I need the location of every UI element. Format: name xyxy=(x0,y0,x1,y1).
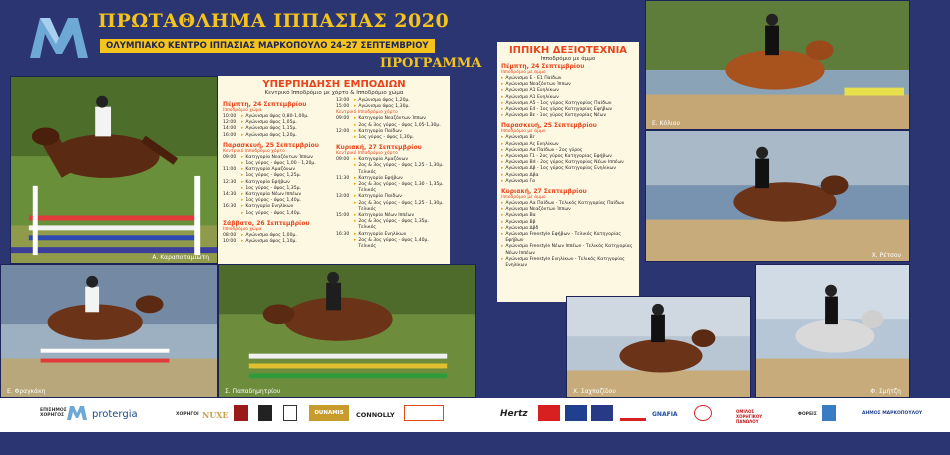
schedule-day-heading: Παρασκευή, 25 Σεπτεμβρίου xyxy=(223,141,319,149)
schedule-time: 16:00 xyxy=(223,132,237,138)
photo-jumping-3 xyxy=(218,264,476,398)
official-sponsor-label: ΕΠΙΣΗΜΟΣ ΧΟΡΗΓΟΣ xyxy=(40,408,67,418)
photo-dressage-2-image xyxy=(646,131,909,261)
dressage-column xyxy=(501,60,637,269)
schedule-venue-label: Ιπποδρόμιο με άμμο xyxy=(501,195,546,201)
schedule-row xyxy=(501,244,637,256)
jumping-column-1 xyxy=(223,98,335,245)
schedule-time: 09:00 xyxy=(223,154,237,160)
schedule-venue-label: Ιπποδρόμιο με άμμο xyxy=(501,70,546,75)
schedule-event: Αγώνισμα όψος 1,20μ. xyxy=(358,98,410,103)
arrow-right-icon: ▸ xyxy=(501,178,504,184)
arrow-right-icon: ▸ xyxy=(241,192,244,198)
schedule-time: 16:30 xyxy=(336,231,350,237)
schedule-event: Αγώνισμα όψος 1,10μ. xyxy=(245,239,297,245)
schedule-venue-label: Ιπποδρόμιο χώμα xyxy=(223,108,262,113)
arrow-right-icon: ▸ xyxy=(354,128,357,134)
sponsors-label: ΧΟΡΗΓΟΙ xyxy=(176,412,199,417)
schedule-row xyxy=(223,239,335,245)
schedule-venue-label: Ιπποδρόμιο με άμμο xyxy=(501,129,546,135)
program-heading: ΠΡΟΓΡΑΜΜΑ xyxy=(380,56,482,71)
schedule-row xyxy=(223,211,335,217)
schedule-time: 15:00 xyxy=(336,104,350,110)
schedule-event: Αγώνισμα Αα Παίδων - Τελικός Κατηγορίας Παίδων xyxy=(505,201,625,207)
schedule-event: 2ος & 3ος γύρος - όψος 1,25 - 1,30μ. Τελικός xyxy=(358,200,444,212)
connolly-logo: CONNOLLY xyxy=(356,411,395,419)
arrow-right-icon: ▸ xyxy=(501,172,504,178)
photo-jumping-1 xyxy=(10,76,218,264)
arrow-right-icon: ▸ xyxy=(501,76,504,81)
schedule-event: Αγώνισμα Α5 - 1ος γύρος Κατηγορίας Παίδων xyxy=(505,100,612,106)
arrow-right-icon: ▸ xyxy=(354,163,357,169)
arrow-right-icon: ▸ xyxy=(241,204,244,210)
hellenic-sponsor-logo: ΟΜΙΛΟΣ ΧΟΡΗΓΙΚΟΥ ΠΑΝΩΛΟΥ xyxy=(736,409,763,424)
arrow-right-icon: ▸ xyxy=(501,100,504,106)
schedule-event: 1ος γύρος - όψος 1,40μ. xyxy=(245,210,301,216)
arrow-right-icon: ▸ xyxy=(354,104,357,110)
photo-jumping-2-image xyxy=(1,265,217,397)
schedule-event: Αγώνισμα όψος 1,15μ. xyxy=(245,126,297,132)
schedule-row xyxy=(336,238,448,250)
schedule-day-heading: Πέμπτη, 24 Σεπτεμβρίου xyxy=(501,63,585,70)
schedule-time: 12:30 xyxy=(223,179,237,185)
schedule-event: Κατηγορία Νεαζόντων Ίππων xyxy=(358,116,426,122)
arrow-right-icon: ▸ xyxy=(241,167,244,173)
page-title: ΠΡΩΤΑΘΛΗΜΑ ΙΠΠΑΣΙΑΣ 2020 xyxy=(98,10,450,32)
photo-caption: Χ. Ρέτσου xyxy=(871,252,901,259)
sponsor-logo-kappa xyxy=(620,405,646,421)
schedule-venue-label: Κεντρικό Ιπποδρόμιο χόρτο xyxy=(223,148,285,154)
schedule-time: 13:00 xyxy=(336,194,350,200)
schedule-event: Κατηγορία Νέων Ιππέων xyxy=(358,213,415,219)
schedule-event: 2ος & 3ος γύρος - όψος 1,30 - 1,35μ. Τελικός xyxy=(358,182,444,194)
arrow-right-icon: ▸ xyxy=(354,194,357,200)
schedule-event: Κατηγορία Ενηλίκων xyxy=(358,231,407,237)
arrow-right-icon: ▸ xyxy=(501,219,504,225)
arrow-right-icon: ▸ xyxy=(501,256,504,262)
schedule-event: Αγώνισμα όψος 1,20μ. xyxy=(245,132,297,138)
schedule-venue-label: Κεντρικό Ιπποδρόμιο χόρτο xyxy=(336,110,398,116)
schedule-row xyxy=(501,179,637,185)
schedule-event: Αγώνισμα Δβ - 1ος γύρος Κατηγορίας Ενηλίκων xyxy=(505,166,616,172)
arrow-right-icon: ▸ xyxy=(354,231,357,237)
sponsor-logo-navy xyxy=(591,405,613,421)
schedule-event: Αγώνισμα Δβα xyxy=(505,172,539,178)
arrow-right-icon: ▸ xyxy=(501,147,504,153)
arrow-right-icon: ▸ xyxy=(354,98,357,103)
arrow-right-icon: ▸ xyxy=(354,213,357,219)
arrow-right-icon: ▸ xyxy=(354,122,357,128)
arrow-right-icon: ▸ xyxy=(354,200,357,206)
photo-jumping-1-image xyxy=(11,77,217,263)
jumping-schedule-panel xyxy=(218,76,450,264)
schedule-event: Κατηγορία Αμαζόνων xyxy=(358,157,408,163)
schedule-time: 15:00 xyxy=(336,213,350,219)
arrow-right-icon: ▸ xyxy=(354,135,357,141)
arrow-right-icon: ▸ xyxy=(241,239,244,245)
schedule-time: 10:00 xyxy=(223,239,237,245)
arrow-right-icon: ▸ xyxy=(354,219,357,225)
schedule-time xyxy=(336,200,357,213)
schedule-time: 12:00 xyxy=(336,128,350,134)
venue-subtitle: ΟΛΥΜΠΙΑΚΟ ΚΕΝΤΡΟ ΙΠΠΑΣΙΑΣ ΜΑΡΚΟΠΟΥΛΟ 24-27 ΣΕΠΤΕΜΒΡΙΟΥ xyxy=(100,39,435,53)
photo-jumping-2 xyxy=(0,264,218,398)
schedule-event: Αγώνισμα Βd - 2ος γύρος Κατηγορίας Νέων Ιππέων xyxy=(505,160,624,166)
arrow-right-icon: ▸ xyxy=(501,207,504,213)
schedule-event: Αγώνισμα Γ1 - 2ος γύρος Κατηγορίας Εφήβων xyxy=(505,154,612,160)
schedule-row xyxy=(501,232,637,244)
schedule-time: 13:00 xyxy=(336,98,350,103)
arrow-right-icon: ▸ xyxy=(241,173,244,179)
arrow-right-icon: ▸ xyxy=(354,175,357,181)
schedule-event: Κατηγορία Αμαζόνων xyxy=(245,167,295,173)
arrow-right-icon: ▸ xyxy=(241,126,244,132)
schedule-event: Αγώνισμα Νεαζόντων Ίππων xyxy=(505,207,571,213)
arrow-right-icon: ▸ xyxy=(501,244,504,250)
photo-dressage-1 xyxy=(645,0,910,130)
schedule-event: 2ος & 3ος γύρος - όψος 1,40μ. Τελικός xyxy=(358,237,429,250)
schedule-event: Κατηγορία Ενηλίκων xyxy=(245,204,294,210)
arrow-right-icon: ▸ xyxy=(501,113,504,119)
schedule-day-heading: Κυριακή, 27 Σεπτεμβρίου xyxy=(336,144,422,152)
schedule-event: Αγώνισμα όψος 0,80-1,00μ. xyxy=(245,114,309,119)
photo-caption: Φ. Σμήτζη xyxy=(870,388,901,395)
sponsor-logo-red2 xyxy=(538,405,560,421)
arrow-right-icon: ▸ xyxy=(501,160,504,166)
federation-logo-small-icon xyxy=(66,405,88,421)
arrow-right-icon: ▸ xyxy=(501,141,504,147)
schedule-time: 11:00 xyxy=(223,167,237,173)
schedule-event: Αγώνισμα Βr xyxy=(505,135,535,141)
sponsor-logo-dark xyxy=(258,405,272,421)
sponsor-logo-blue xyxy=(565,405,587,421)
schedule-event: Κατηγορία Παίδων xyxy=(358,128,402,134)
protergia-logo: protergia xyxy=(92,409,138,420)
arrow-right-icon: ▸ xyxy=(241,132,244,138)
schedule-event: Αγώνισμα Βα xyxy=(505,213,536,219)
schedule-row xyxy=(336,219,448,231)
schedule-row xyxy=(223,133,335,139)
arrow-right-icon: ▸ xyxy=(241,185,244,191)
schedule-event: Αγώνισμα όψος 1,30μ. xyxy=(358,104,410,110)
arrow-right-icon: ▸ xyxy=(501,166,504,172)
photo-caption: Ε. Φραγκάκη xyxy=(7,388,46,395)
photo-dressage-3 xyxy=(566,296,751,398)
schedule-venue-label: Ιπποδρόμιο χώμα xyxy=(223,226,262,232)
schedule-venue-label: Κεντρικό Ιπποδρόμιο χόρτο xyxy=(336,151,398,157)
federation-logo-icon xyxy=(28,14,90,60)
schedule-time: 16:30 xyxy=(223,204,237,210)
schedule-event: Κατηγορία Νεαζόντων Ίππων xyxy=(245,154,313,160)
hertz-logo: Hertz xyxy=(500,409,528,419)
schedule-time: 11:30 xyxy=(336,175,350,181)
schedule-event: Αγώνισμα Νεαζόντων Ίππων xyxy=(505,82,571,88)
arrow-right-icon: ▸ xyxy=(241,198,244,204)
arrow-right-icon: ▸ xyxy=(354,237,357,243)
schedule-event: Αγώνισμα Freestyle Νέων Ιππέων - Τελικός Κατηγορίας Νέων Ιππέων xyxy=(505,244,633,256)
jumping-title: ΥΠΕΡΠΗΔΗΣΗ ΕΜΠΟΔΙΩΝ xyxy=(262,79,406,90)
arrow-right-icon: ▸ xyxy=(241,179,244,185)
schedule-event: Κατηγορία Νέων Ιππέων xyxy=(245,192,302,198)
dressage-title: ΙΠΠΙΚΗ ΔΕΞΙΟΤΕΧΝΙΑ xyxy=(508,45,628,56)
schedule-event: 1ος γύρος - όψος 1,30μ. xyxy=(358,135,414,141)
schedule-event: 1ος γύρος - όψος 1,00 - 1,20μ. xyxy=(245,161,316,167)
arrow-right-icon: ▸ xyxy=(241,210,244,216)
schedule-row xyxy=(336,135,448,141)
schedule-event: Αγώνισμα E - E1 Παίδων xyxy=(505,76,562,81)
arrow-right-icon: ▸ xyxy=(354,182,357,188)
dunamis-logo: DUNAMIS xyxy=(309,405,349,421)
schedule-event: Αγώνισμα Δβδ xyxy=(505,225,539,231)
photo-dressage-1-image xyxy=(646,1,909,129)
arrow-right-icon: ▸ xyxy=(501,225,504,231)
footer-bar xyxy=(0,432,950,455)
arrow-right-icon: ▸ xyxy=(241,154,244,160)
sponsor-logo-heart xyxy=(694,405,712,421)
gnafia-logo: GNAFIA xyxy=(652,411,678,418)
dressage-schedule-panel xyxy=(497,42,639,302)
photo-dressage-3-image xyxy=(567,297,750,397)
photo-caption: Χ. Σαχπαζίδου xyxy=(573,388,616,395)
schedule-time xyxy=(336,135,357,141)
schedule-time: 09:00 xyxy=(336,157,350,163)
photo-caption: Σ. Παπαδημητρίου xyxy=(225,388,281,395)
schedule-time: 10:00 xyxy=(223,114,237,119)
arrow-right-icon: ▸ xyxy=(354,116,357,122)
sponsor-logo-triangle xyxy=(283,405,297,421)
schedule-event: Κατηγορία Εφήβων xyxy=(358,175,403,181)
photo-dressage-4-image xyxy=(756,265,909,397)
schedule-event: 2ος & 3ος γύρος - όψος 1,25 - 1,30μ. Τελικός xyxy=(358,163,444,175)
schedule-event: Αγώνισμα A1 Ενηλίκων xyxy=(505,88,559,94)
schedule-time xyxy=(336,182,357,194)
schedule-day-heading: Σάββατο, 26 Σεπτεμβρίου xyxy=(223,219,310,227)
sponsors-band xyxy=(0,398,950,432)
arrow-right-icon: ▸ xyxy=(501,201,504,207)
arrow-right-icon: ▸ xyxy=(241,114,244,119)
photo-dressage-2 xyxy=(645,130,910,262)
sponsor-logo-red xyxy=(234,405,248,421)
header xyxy=(28,8,482,76)
municipality-logo: ΔΗΜΟΣ ΜΑΡΚΟΠΟΥΛΟΥ xyxy=(862,411,923,416)
arrow-right-icon: ▸ xyxy=(241,161,244,167)
schedule-row xyxy=(501,113,637,119)
schedule-time: 14:30 xyxy=(223,192,237,198)
schedule-day-heading: Παρασκευή, 25 Σεπτεμβρίου xyxy=(501,122,597,130)
schedule-event: 1ος γύρος - όψος 1,25μ. xyxy=(245,173,301,179)
schedule-row xyxy=(336,182,448,194)
schedule-event: Αγώνισμα Βε - 1ος γύρος Κατηγορίας Νέων xyxy=(505,113,607,119)
nuxe-logo: NUXE xyxy=(202,410,229,420)
dressage-subtitle: Ιπποδρόμιο με άμμο xyxy=(540,56,596,62)
sponsor-logo-orange xyxy=(404,405,444,421)
schedule-time: 09:00 xyxy=(336,116,350,122)
arrow-right-icon: ▸ xyxy=(501,88,504,94)
arrow-right-icon: ▸ xyxy=(241,232,244,238)
arrow-right-icon: ▸ xyxy=(354,157,357,163)
schedule-day-heading: Κυριακή, 27 Σεπτεμβρίου xyxy=(501,188,587,196)
arrow-right-icon: ▸ xyxy=(501,82,504,88)
schedule-time xyxy=(336,163,357,175)
schedule-event: Αγώνισμα Ας Ενηλίκων xyxy=(505,141,559,147)
arrow-right-icon: ▸ xyxy=(501,154,504,160)
schedule-event: 1ος γύρος - όψος 1,35μ. xyxy=(245,185,301,191)
photo-dressage-4 xyxy=(755,264,910,398)
jumping-subtitle: Κεντρικό Ιπποδρόμιο με χόρτο & Ιπποδρόμιο χώμα xyxy=(264,90,404,96)
arrow-right-icon: ▸ xyxy=(501,135,504,141)
schedule-event: 1ος γύρος - όψος 1,40μ. xyxy=(245,198,301,204)
schedule-event: Αγώνισμα Ε4 - 1ος γύρος Κατηγορίας Εφήβων xyxy=(505,107,613,113)
arrow-right-icon: ▸ xyxy=(241,120,244,126)
photo-caption: Ε. Κόλιου xyxy=(652,120,680,127)
schedule-event: Αγώνισμα A1 Ενηλίκων xyxy=(505,94,559,100)
schedule-time xyxy=(336,219,357,231)
schedule-time xyxy=(336,237,357,250)
foreis-label: ΦΟΡΕΙΣ xyxy=(798,412,817,417)
schedule-event: Αγώνισμα Freestyle Εφήβων - Τελικός Κατηγορίας Εφήβων xyxy=(505,232,622,244)
schedule-event: Κατηγορία Εφήβων xyxy=(245,179,290,185)
schedule-row xyxy=(336,201,448,213)
schedule-event: Αγώνισμα Freestyle Ενηλίκων - Τελικός Κατηγορίας Ενηλίκων xyxy=(505,256,625,269)
photo-caption: Α. Καραποταμιώτη xyxy=(152,254,209,261)
jumping-column-2 xyxy=(336,98,448,250)
schedule-time: 14:00 xyxy=(223,126,237,132)
schedule-event: Κατηγορία Παίδων xyxy=(358,194,402,200)
schedule-event: 2ος & 3ος γύρος - όψος 1,35μ. Τελικός xyxy=(358,219,429,231)
schedule-time: 12:00 xyxy=(223,120,237,126)
schedule-event: Αγώνισμα Αα Παίδων - 2ος γύρος xyxy=(505,147,583,153)
arrow-right-icon: ▸ xyxy=(501,213,504,219)
schedule-row xyxy=(336,163,448,175)
schedule-time: 08:00 xyxy=(223,232,237,238)
schedule-time xyxy=(223,210,244,217)
sponsor-logo-ministry xyxy=(822,405,836,421)
photo-jumping-3-image xyxy=(219,265,475,397)
schedule-day-heading: Πέμπτη, 24 Σεπτεμβρίου xyxy=(223,101,307,108)
arrow-right-icon: ▸ xyxy=(501,107,504,113)
schedule-row xyxy=(501,257,637,269)
schedule-event: Αγώνισμα όψος 1,00μ. xyxy=(245,232,297,238)
arrow-right-icon: ▸ xyxy=(501,232,504,238)
schedule-event: Αγώνισμα όψος 1,05μ. xyxy=(245,120,297,126)
schedule-event: Αγώνισμα Ββ xyxy=(505,219,536,225)
schedule-event: Αγώνισμα Γα xyxy=(505,178,536,184)
schedule-event: 2ος & 3ος γύρος - όψος 1,05-1,30μ. xyxy=(358,122,441,128)
arrow-right-icon: ▸ xyxy=(501,94,504,100)
